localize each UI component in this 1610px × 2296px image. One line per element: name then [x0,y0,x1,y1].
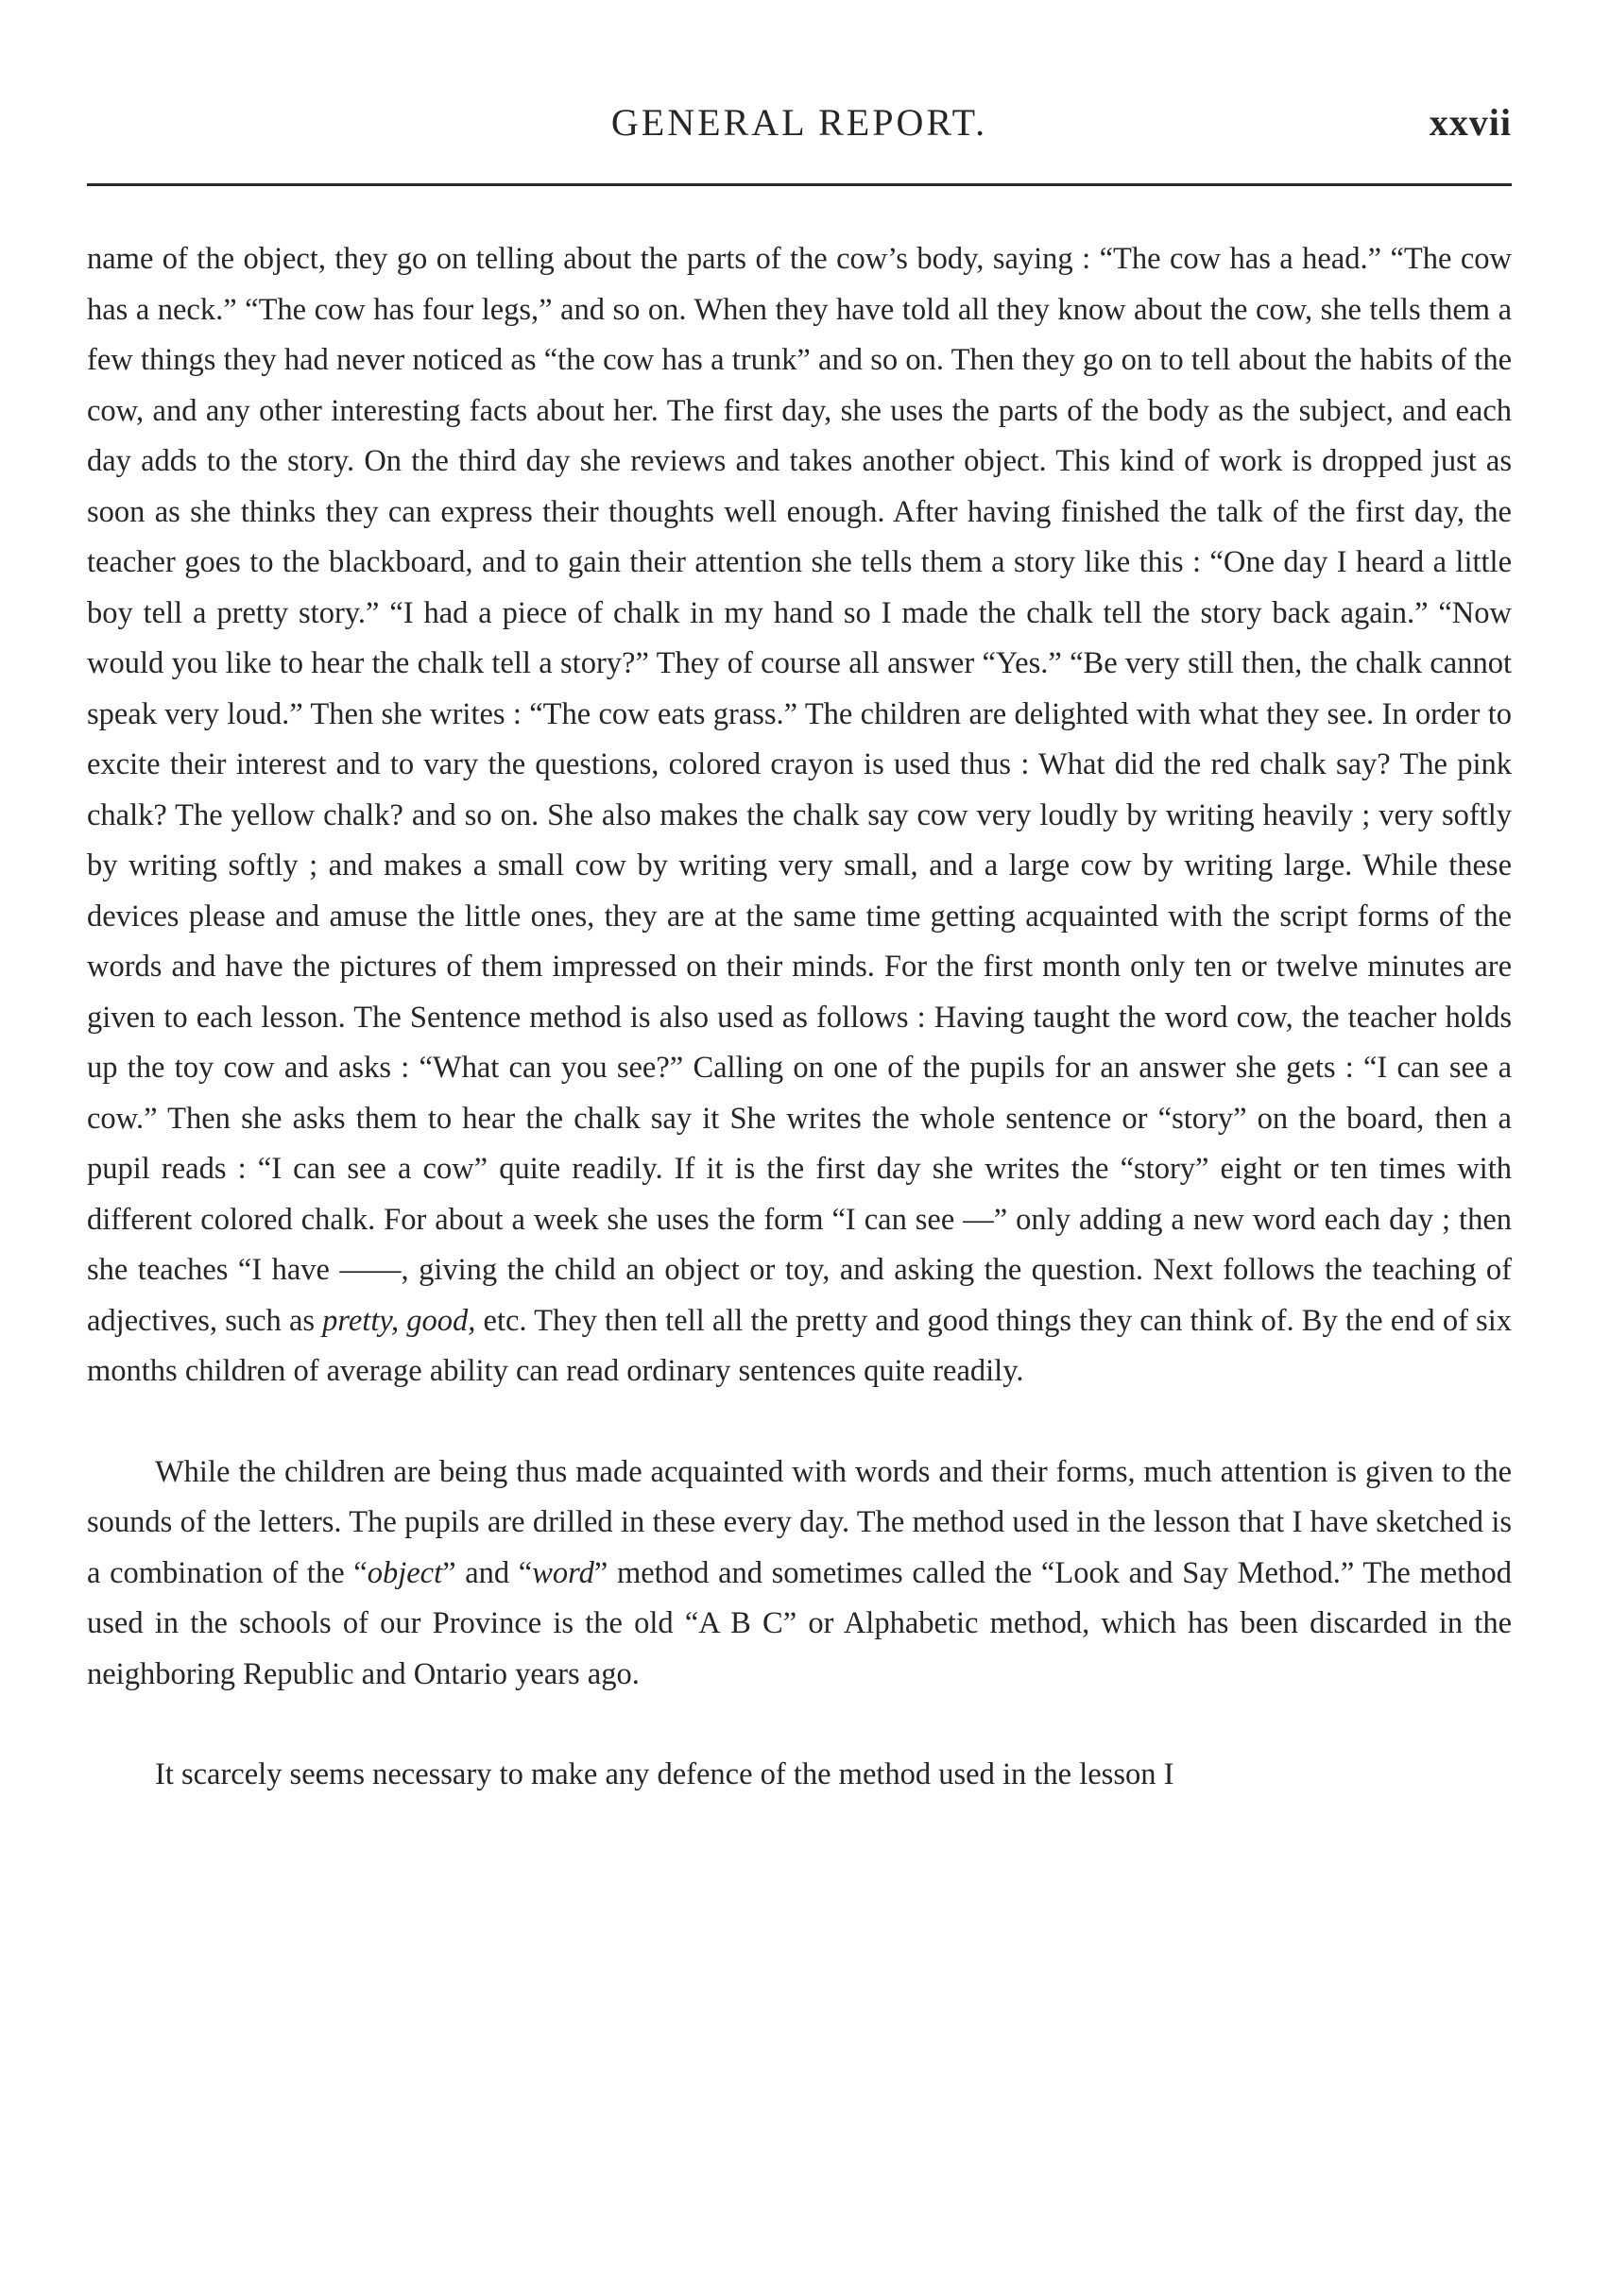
paragraph-sounds-of-letters [87,1448,1512,1701]
paragraph-italic-text: word [532,1555,594,1590]
header-rule [87,183,1512,186]
paragraph-text: name of the object, they go on telling about the parts of the cow’s body, saying : “The cow has a head.” “The cow has a neck.” “The cow has four legs,” and so on. When they have told all they know about the cow, she tells them a few things they had never noticed as “the cow has a trunk” and so on. Then they go on to tell about the habits of the cow, and any other interesting facts about her. The first day, she uses the parts of the body as the subject, and each day adds to the story. On the third day she reviews and takes another object. This kind of work is dropped just as soon as she thinks they can express their thoughts well enough. After having finished the talk of the first day, the teacher goes to the blackboard, and to gain their attention she tells them a story like this : “One day I heard a little boy tell a pretty story.” “I had a piece of chalk in my hand so I made the chalk tell the story back again.” “Now would you like to hear the chalk tell a story?” They of course all answer “Yes.” “Be very still then, the chalk cannot speak very loud.” Then she writes : “The cow eats grass.” The children are delighted with what they see. In order to excite their interest and to vary the questions, colored crayon is used thus : What did the red chalk say? The pink chalk? The yellow chalk? and so on. She also makes the chalk say cow very loudly by writing heavily ; very softly by writing softly ; and makes a small cow by writing very small, and a large cow by writing large. While these devices please and amuse the little ones, they are at the same time getting acquainted with the script forms of the words and have the pictures of them impressed on their minds. For the first month only ten or twelve minutes are given to each lesson. The Sentence method is also used as follows : Having taught the word cow, the teacher holds up the toy cow and asks : “What can you see?” Calling on one of the pupils for an answer she gets : “I can see a cow.” Then she asks them to hear the chalk say it She writes the whole sentence or “story” on the board, then a pupil reads : “I can see a cow” quite readily. If it is the first day she writes the “story” eight or ten times with different colored chalk. For about a week she uses the form “I can see —” only adding a new word each day ; then she teaches “I have ——, giving the child an object or toy, and asking the question. Next follows the teaching of adjectives, such as [87,242,1512,1338]
running-header [87,94,1512,151]
paragraph-text: ” and “ [442,1555,533,1590]
paragraph-italic-text: object [367,1555,443,1590]
paragraph-text: It scarcely seems necessary to make any defence of the method used in the lesson I [155,1757,1174,1791]
paragraph-italic-text: pretty, good, [322,1303,476,1338]
paragraph-text: While the children are being thus made acquainted with words and their forms, much attention is given to the sounds of the letters. The pupils are drilled in these every day. The method used in the lesson that I have sketched is a combination of the “ [87,1454,1512,1590]
paragraph-text: etc. They then tell all the pretty and good things they can think of. By the end of six months children of average ability can read ordinary sentences quite readily. [87,1303,1512,1388]
body-text [87,234,1512,1801]
paragraph-continued [87,234,1512,1397]
page-number: xxvii [1429,101,1512,144]
running-header-title: GENERAL REPORT. [610,101,988,144]
paragraph-text: ” method and sometimes called the “Look and Say Method.” The method used in the schools of our Province is the old “A B C” or Alphabetic method, which has been discarded in the neighboring Republic and Ontario years ago. [87,1555,1512,1691]
paragraph-defence-of-method [87,1750,1512,1801]
